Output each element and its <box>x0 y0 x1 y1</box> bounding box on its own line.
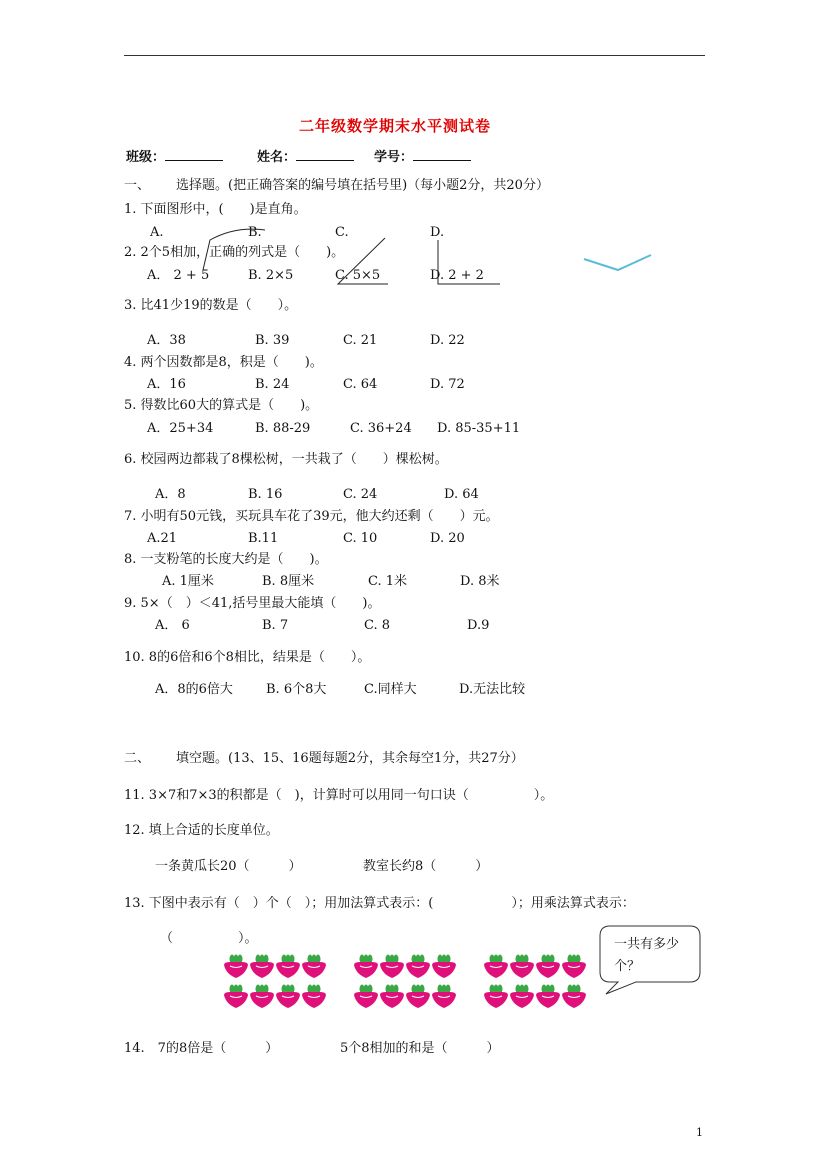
section1-heading: 选择题。(把正确答案的编号填在括号里)（每小题2分，共20分） <box>176 178 549 193</box>
q14-text-a: 14. 7的8倍是（ ） <box>124 1041 279 1056</box>
q2-option-a[interactable]: A． 2 + 5 <box>147 268 210 283</box>
radish-7 <box>302 985 326 1009</box>
radish-16 <box>484 955 508 979</box>
q13-text: 13. 下图中表示有（ ）个（ ）；用加法算式表示：( ）；用乘法算式表示： <box>124 896 635 911</box>
section2-heading: 填空题。(13、15、16题每题2分，其余每空1分，共27分） <box>176 751 524 766</box>
section1-number: 一、 <box>124 178 151 193</box>
q6-option-b[interactable]: B. 16 <box>248 487 283 502</box>
q11-text: 11. 3×7和7×3的积都是（ )，计算时可以用同一句口诀（ ）。 <box>124 788 554 803</box>
q5-option-c[interactable]: C. 36+24 <box>350 421 412 436</box>
q7-option-a[interactable]: A.21 <box>147 531 178 546</box>
radish-21 <box>510 985 534 1009</box>
radish-22 <box>536 985 560 1009</box>
q8-option-c[interactable]: C. 1米 <box>368 574 408 589</box>
q4-option-d[interactable]: D. 72 <box>430 377 465 392</box>
radish-3 <box>302 955 326 979</box>
q8-text: 8. 一支粉笔的长度大约是（ )。 <box>124 552 328 567</box>
id-label: 学号： <box>374 146 471 165</box>
class-label: 班级： <box>126 146 223 165</box>
radish-0 <box>224 955 248 979</box>
radish-6 <box>276 985 300 1009</box>
q4-option-a[interactable]: A．16 <box>147 377 186 392</box>
q4-option-b[interactable]: B. 24 <box>255 377 290 392</box>
radish-20 <box>484 985 508 1009</box>
radish-14 <box>406 985 430 1009</box>
name-label: 姓名： <box>257 146 354 165</box>
q10-option-b[interactable]: B. 6个8大 <box>266 682 327 697</box>
radish-9 <box>380 955 404 979</box>
q8-option-a[interactable]: A. 1厘米 <box>162 574 214 589</box>
q3-option-b[interactable]: B. 39 <box>255 333 290 348</box>
q9-option-c[interactable]: C. 8 <box>364 618 391 633</box>
radish-17 <box>510 955 534 979</box>
radish-19 <box>562 955 586 979</box>
q10-option-a[interactable]: A．8的6倍大 <box>155 682 233 697</box>
radish-5 <box>250 985 274 1009</box>
q10-text: 10. 8的6倍和6个8相比，结果是（ ）。 <box>124 650 371 665</box>
q1-text: 1. 下面图形中，( )是直角。 <box>124 202 307 217</box>
q4-text: 4. 两个因数都是8，积是（ )。 <box>124 355 323 370</box>
radish-15 <box>432 985 456 1009</box>
q3-option-d[interactable]: D. 22 <box>430 333 465 348</box>
q8-option-d[interactable]: D. 8米 <box>460 574 500 589</box>
q5-option-a[interactable]: A．25+34 <box>147 421 214 436</box>
q3-option-c[interactable]: C. 21 <box>343 333 378 348</box>
radish-13 <box>380 985 404 1009</box>
q10-option-c[interactable]: C.同样大 <box>364 682 417 697</box>
q7-text: 7. 小明有50元钱，买玩具车花了39元，他大约还剩（ ）元。 <box>124 509 499 524</box>
radish-23 <box>562 985 586 1009</box>
q12-item-b: 教室长约8（ ） <box>363 859 489 874</box>
q1-option-a[interactable]: A. <box>150 225 164 240</box>
q9-option-b[interactable]: B. 7 <box>262 618 289 633</box>
radish-11 <box>432 955 456 979</box>
q2-text: 2. 2个5相加，正确的列式是（ )。 <box>124 245 345 260</box>
page-number: 1 <box>696 1126 703 1139</box>
q5-text: 5. 得数比60大的算式是（ )。 <box>124 398 319 413</box>
q5-option-b[interactable]: B. 88-29 <box>255 421 311 436</box>
q7-option-b[interactable]: B.11 <box>248 531 279 546</box>
radish-18 <box>536 955 560 979</box>
q3-option-a[interactable]: A．38 <box>147 333 186 348</box>
radish-8 <box>354 955 378 979</box>
radish-12 <box>354 985 378 1009</box>
q12-item-a: 一条黄瓜长20（ ） <box>155 859 302 874</box>
q5-option-d[interactable]: D. 85-35+11 <box>437 421 521 436</box>
q6-option-a[interactable]: A．8 <box>155 487 186 502</box>
q1-option-d[interactable]: D. <box>430 225 445 240</box>
q9-option-d[interactable]: D.9 <box>467 618 490 633</box>
q9-text: 9. 5×（ ）＜41,括号里最大能填（ )。 <box>124 596 381 611</box>
q7-option-d[interactable]: D. 20 <box>430 531 465 546</box>
q7-option-c[interactable]: C. 10 <box>343 531 378 546</box>
q2-option-c[interactable]: C. 5×5 <box>335 268 381 283</box>
q4-option-c[interactable]: C. 64 <box>343 377 378 392</box>
q9-option-a[interactable]: A． 6 <box>155 618 190 633</box>
q1-option-b[interactable]: B. <box>248 225 262 240</box>
q12-text: 12. 填上合适的长度单位。 <box>124 823 279 838</box>
radish-2 <box>276 955 300 979</box>
q6-option-c[interactable]: C. 24 <box>343 487 378 502</box>
bubble-line-2: 个？ <box>614 959 641 974</box>
q8-option-b[interactable]: B. 8厘米 <box>262 574 315 589</box>
section2-number: 二、 <box>124 751 151 766</box>
q10-option-d[interactable]: D.无法比较 <box>459 682 526 697</box>
page-title: 二年级数学期末水平测试卷 <box>299 117 492 135</box>
q1-option-c[interactable]: C. <box>335 225 349 240</box>
q13-text-cont: （ ）。 <box>160 931 258 946</box>
q6-text: 6. 校园两边都栽了8棵松树，一共栽了（ ）棵松树。 <box>124 452 448 467</box>
radish-4 <box>224 985 248 1009</box>
q14-text-b: 5个8相加的和是（ ） <box>340 1041 500 1056</box>
q6-option-d[interactable]: D. 64 <box>444 487 479 502</box>
bubble-line-1: 一共有多少 <box>614 937 680 952</box>
q2-option-b[interactable]: B. 2×5 <box>248 268 294 283</box>
q2-option-d[interactable]: D. 2 + 2 <box>430 268 484 283</box>
radish-10 <box>406 955 430 979</box>
q3-text: 3. 比41少19的数是（ ）。 <box>124 298 298 313</box>
radish-1 <box>250 955 274 979</box>
